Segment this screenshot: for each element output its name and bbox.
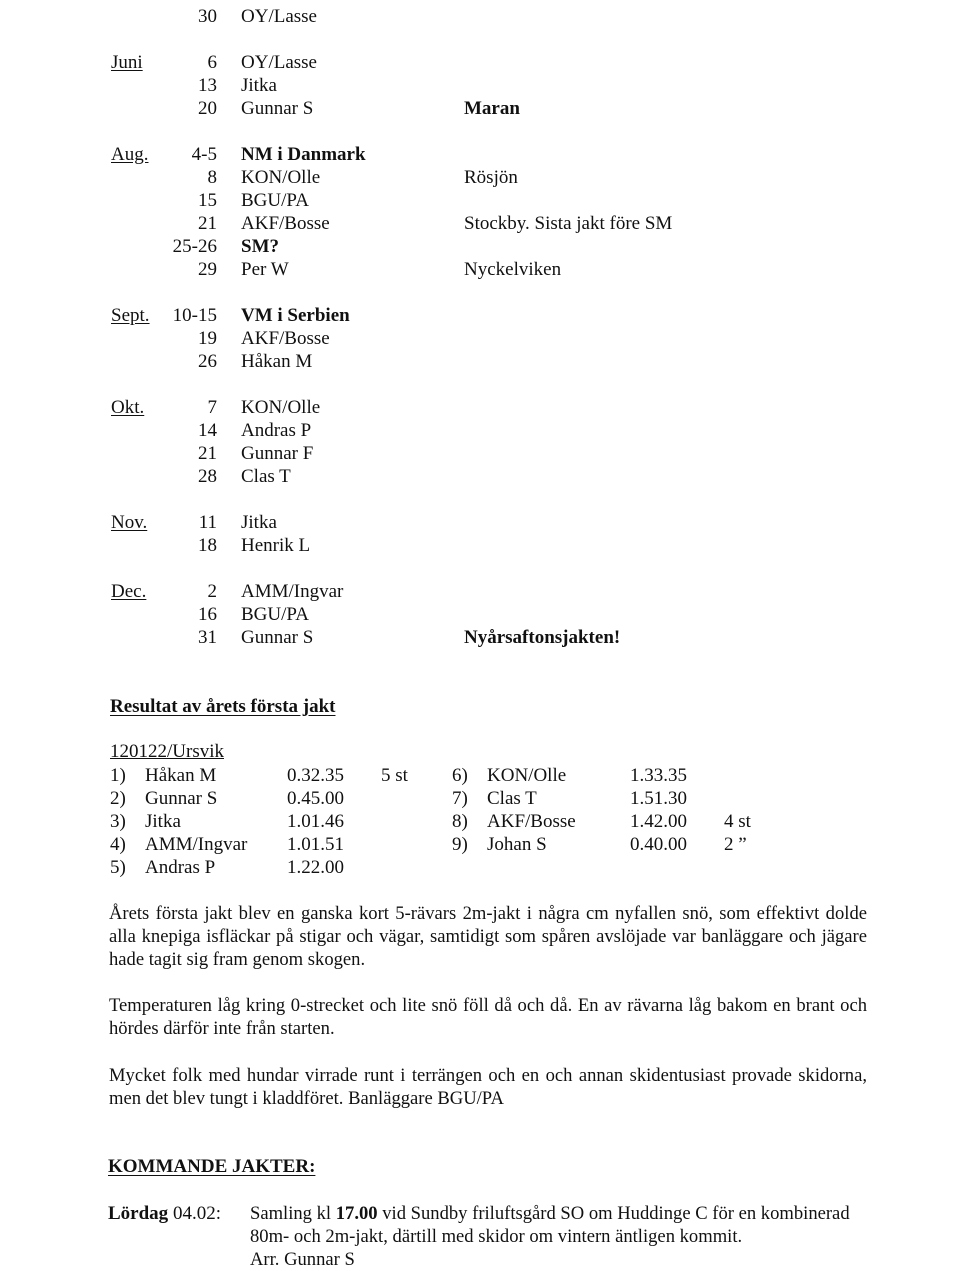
event-date xyxy=(108,1202,221,1225)
schedule-row xyxy=(0,396,960,419)
result-extra: 4 st xyxy=(724,811,751,832)
result-rank: 5) xyxy=(110,857,126,878)
schedule-name: Håkan M xyxy=(241,351,313,372)
schedule-row xyxy=(0,235,960,258)
schedule-name: AMM/Ingvar xyxy=(241,581,344,602)
schedule-row xyxy=(0,350,960,373)
schedule-note: Nyckelviken xyxy=(464,259,562,280)
month-label: Okt. xyxy=(111,397,145,418)
schedule-day: 21 xyxy=(198,443,217,464)
results-heading: Resultat av årets första jakt xyxy=(110,696,336,717)
schedule-row xyxy=(0,212,960,235)
schedule-day: 18 xyxy=(198,535,217,556)
schedule-name: AKF/Bosse xyxy=(241,213,330,234)
schedule-day: 19 xyxy=(198,328,217,349)
result-extra: 2 ” xyxy=(724,834,747,855)
event-time: 17.00 xyxy=(335,1203,378,1224)
result-rank: 8) xyxy=(452,811,468,832)
schedule-day: 15 xyxy=(198,190,217,211)
schedule-day: 31 xyxy=(198,627,217,648)
result-name: AMM/Ingvar xyxy=(145,834,248,855)
hunt-id: 120122/Ursvik xyxy=(110,741,224,762)
result-time: 0.32.35 xyxy=(287,765,344,786)
month-label: Aug. xyxy=(111,144,149,165)
schedule-day: 10-15 xyxy=(172,305,217,326)
schedule-day: 7 xyxy=(207,397,217,418)
schedule-day: 11 xyxy=(198,512,217,533)
schedule-day: 25-26 xyxy=(172,236,217,257)
result-name: Jitka xyxy=(145,811,181,832)
schedule-row xyxy=(0,258,960,281)
result-name: Johan S xyxy=(487,834,547,855)
schedule-row xyxy=(0,534,960,557)
event-day-label: Lördag xyxy=(108,1203,169,1224)
result-name: Andras P xyxy=(145,857,216,878)
schedule-name: Clas T xyxy=(241,466,291,487)
schedule-row xyxy=(0,603,960,626)
schedule-name: KON/Olle xyxy=(241,167,321,188)
schedule-name: Gunnar S xyxy=(241,98,314,119)
result-name: Gunnar S xyxy=(145,788,218,809)
schedule-row xyxy=(0,304,960,327)
schedule-name: Jitka xyxy=(241,75,277,96)
schedule-name: Gunnar S xyxy=(241,627,314,648)
schedule-day: 20 xyxy=(198,98,217,119)
result-rank: 9) xyxy=(452,834,468,855)
result-rank: 6) xyxy=(452,765,468,786)
schedule-name: Per W xyxy=(241,259,289,280)
schedule-row xyxy=(0,580,960,603)
schedule-row xyxy=(0,5,960,28)
schedule-name: SM? xyxy=(241,236,279,257)
result-time: 1.33.35 xyxy=(630,765,687,786)
schedule-row xyxy=(0,74,960,97)
result-time: 1.51.30 xyxy=(630,788,687,809)
result-name: AKF/Bosse xyxy=(487,811,576,832)
result-name: Håkan M xyxy=(145,765,217,786)
schedule-row xyxy=(0,465,960,488)
schedule-day: 16 xyxy=(198,604,217,625)
schedule-name: AKF/Bosse xyxy=(241,328,330,349)
result-time: 1.22.00 xyxy=(287,857,344,878)
schedule-day: 2 xyxy=(207,581,217,602)
schedule-row xyxy=(0,511,960,534)
schedule-name: KON/Olle xyxy=(241,397,321,418)
result-rank: 7) xyxy=(452,788,468,809)
schedule-day: 4-5 xyxy=(191,144,217,165)
schedule-row xyxy=(0,97,960,120)
month-label: Dec. xyxy=(111,581,147,602)
schedule-note: Maran xyxy=(464,98,520,119)
schedule-name: BGU/PA xyxy=(241,190,309,211)
schedule-row xyxy=(0,189,960,212)
schedule-row xyxy=(0,143,960,166)
schedule-row xyxy=(0,442,960,465)
schedule-note: Stockby. Sista jakt före SM xyxy=(464,213,673,234)
result-rank: 1) xyxy=(110,765,126,786)
event-date-value: 04.02: xyxy=(172,1203,221,1224)
results-paragraph-1: Årets första jakt blev en ganska kort 5-rävars 2m-jakt i några cm nyfallen snö, som effektivt dolde alla knepiga isfläckar på stigar och vägar, samtidigt som spåren avslöjade var banläggare och jägare hade tagit sig fram genom skogen. xyxy=(109,903,867,970)
schedule-name: Andras P xyxy=(241,420,312,441)
month-label: Sept. xyxy=(111,305,150,326)
result-time: 0.40.00 xyxy=(630,834,687,855)
schedule-name: OY/Lasse xyxy=(241,52,317,73)
month-label: Nov. xyxy=(111,512,148,533)
results-paragraph-2: Temperaturen låg kring 0-strecket och lite snö föll då och då. En av rävarna låg bakom en brant och hördes därför inte från starten. xyxy=(109,995,867,1039)
schedule-row xyxy=(0,51,960,74)
schedule-row xyxy=(0,626,960,649)
schedule-day: 14 xyxy=(198,420,217,441)
event-arranger: Arr. Gunnar S xyxy=(250,1249,355,1270)
schedule-note: Nyårsaftonsjakten! xyxy=(464,627,621,648)
result-rank: 3) xyxy=(110,811,126,832)
schedule-day: 26 xyxy=(198,351,217,372)
schedule-day: 13 xyxy=(198,75,217,96)
schedule-day: 8 xyxy=(207,167,217,188)
schedule-name: Henrik L xyxy=(241,535,311,556)
upcoming-heading: KOMMANDE JAKTER: xyxy=(108,1156,316,1177)
results-paragraph-3: Mycket folk med hundar virrade runt i terrängen och en och annan skidentusiast provade skidorna, men det blev tungt i kladdföret. Banläggare BGU/PA xyxy=(109,1065,867,1109)
schedule-day: 6 xyxy=(207,52,217,73)
schedule-note: Rösjön xyxy=(464,167,518,188)
result-rank: 4) xyxy=(110,834,126,855)
result-name: Clas T xyxy=(487,788,537,809)
result-time: 1.01.46 xyxy=(287,811,344,832)
month-label: Juni xyxy=(111,52,143,73)
schedule-day: 21 xyxy=(198,213,217,234)
schedule-name: OY/Lasse xyxy=(241,6,317,27)
schedule-name: Jitka xyxy=(241,512,277,533)
schedule-day: 29 xyxy=(198,259,217,280)
result-time: 1.42.00 xyxy=(630,811,687,832)
schedule-row xyxy=(0,419,960,442)
schedule-name: Gunnar F xyxy=(241,443,314,464)
event-description xyxy=(250,1202,865,1271)
schedule-name: NM i Danmark xyxy=(241,144,366,165)
event-text-before: Samling kl xyxy=(250,1203,336,1224)
schedule-name: VM i Serbien xyxy=(241,305,350,326)
schedule-day: 30 xyxy=(198,6,217,27)
event-text-after: vid Sundby friluftsgård SO om Huddinge C för en kombinerad 80m- och 2m-jakt, därtill med skidor om vintern äntligen kommit. xyxy=(250,1203,850,1247)
schedule-day: 28 xyxy=(198,466,217,487)
result-rank: 2) xyxy=(110,788,126,809)
result-extra: 5 st xyxy=(381,765,408,786)
schedule-row xyxy=(0,327,960,350)
result-time: 1.01.51 xyxy=(287,834,344,855)
schedule-name: BGU/PA xyxy=(241,604,309,625)
result-time: 0.45.00 xyxy=(287,788,344,809)
schedule-row xyxy=(0,166,960,189)
result-name: KON/Olle xyxy=(487,765,567,786)
